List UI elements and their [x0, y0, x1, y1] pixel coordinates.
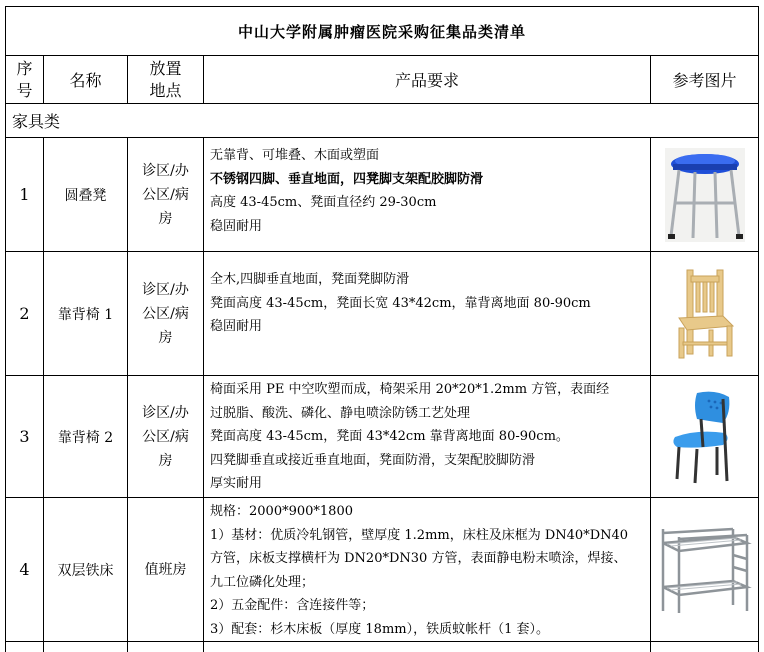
header-name: 名称	[44, 56, 128, 104]
bunk-bed-photo-icon	[657, 525, 753, 615]
item-index: 3	[6, 376, 44, 498]
header-row	[6, 56, 759, 104]
header-image: 参考图片	[651, 56, 759, 104]
table-row	[6, 376, 759, 498]
item-image	[651, 498, 759, 642]
item-requirements: 椅面采用 PE 中空吹塑而成，椅架采用 20*20*1.2mm 方管，表面经 过脱脂、酸洗、磷化、静电喷涂防锈工艺处理 凳面高度 43-45cm，凳面 43*42cm 靠背离地面 80-90cm。 四凳脚垂直或接近垂直地面，凳面防滑，支架配胶脚防滑 厚实耐用	[204, 376, 651, 498]
item-name: 双层铁床	[44, 498, 128, 642]
blue-plastic-chair-photo-icon	[667, 389, 743, 485]
item-requirements: 无靠背、可堆叠、木面或塑面 不锈钢四脚、垂直地面，四凳脚支架配胶脚防滑 高度 43-45cm、凳面直径约 29-30cm 稳固耐用	[204, 138, 651, 252]
header-index: 序 号	[6, 56, 44, 104]
item-requirements: 全木,四脚垂直地面，凳面凳脚防滑 凳面高度 43-45cm，凳面长宽 43*42cm，靠背离地面 80-90cm 稳固耐用	[204, 252, 651, 376]
item-place: 诊区/办 公区/病 房	[128, 138, 204, 252]
item-place: 诊区/办 公区/病 房	[128, 376, 204, 498]
table-title: 中山大学附属肿瘤医院采购征集品类清单	[6, 7, 759, 56]
item-name: 靠背椅 2	[44, 376, 128, 498]
item-place: 诊区/办 公区/病 房	[128, 252, 204, 376]
header-place: 放置 地点	[128, 56, 204, 104]
wooden-chair-photo-icon	[673, 268, 737, 360]
table-row-continuation	[6, 642, 759, 652]
item-place: 值班房	[128, 498, 204, 642]
item-index: 1	[6, 138, 44, 252]
category-label: 家具类	[6, 104, 759, 138]
item-image	[651, 138, 759, 252]
procurement-table	[5, 6, 759, 652]
table-row	[6, 252, 759, 376]
item-name: 靠背椅 1	[44, 252, 128, 376]
item-image	[651, 376, 759, 498]
item-image	[651, 252, 759, 376]
round-stool-photo-icon	[665, 148, 745, 242]
item-index: 2	[6, 252, 44, 376]
table-row	[6, 138, 759, 252]
item-requirements: 规格：2000*900*1800 1）基材：优质冷轧钢管，壁厚度 1.2mm，床柱及床框为 DN40*DN40 方管，床板支撑横杆为 DN20*DN30 方管，表面静电粉末喷涂，焊接、 九工位磷化处理； 2）五金配件：含连接件等； 3）配套：杉木床板（厚度 18mm），铁质蚊帐杆（1 套）。	[204, 498, 651, 642]
header-requirements: 产品要求	[204, 56, 651, 104]
item-index: 4	[6, 498, 44, 642]
item-name: 圆叠凳	[44, 138, 128, 252]
table-row	[6, 498, 759, 642]
